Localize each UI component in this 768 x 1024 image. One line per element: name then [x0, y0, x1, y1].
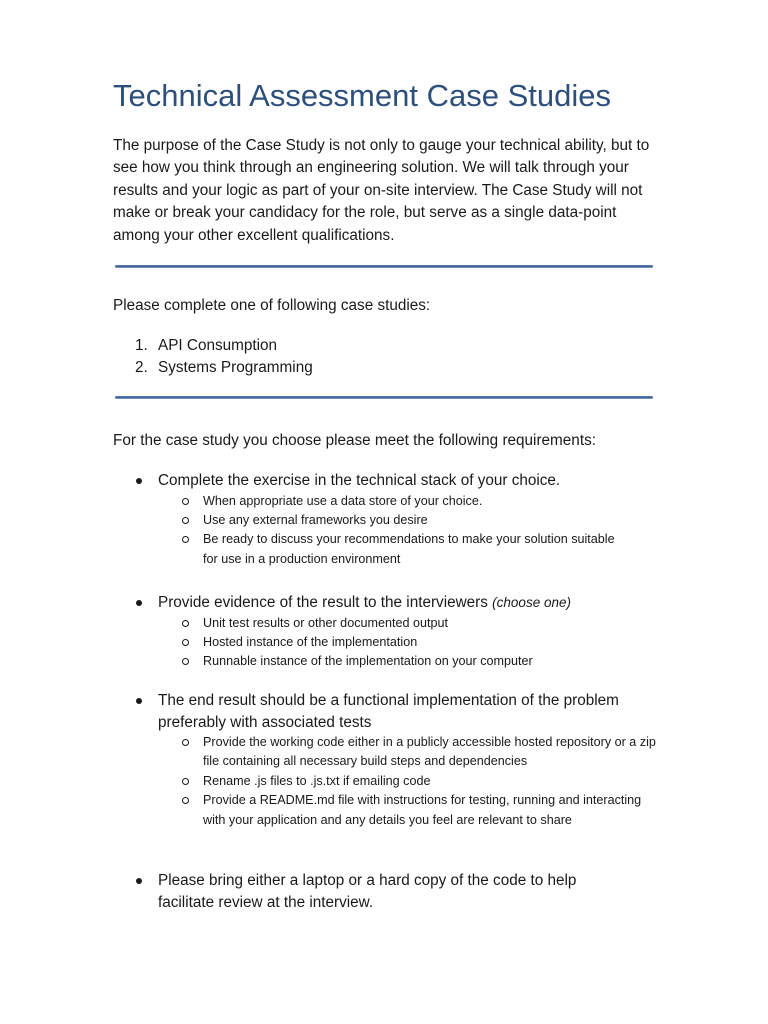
requirement-block [113, 870, 673, 913]
circle-bullet-icon [113, 492, 203, 511]
circle-bullet-icon [113, 633, 203, 652]
circle-bullet-icon [113, 733, 203, 772]
sub-list [113, 733, 673, 830]
list-number: 1. [135, 337, 148, 354]
requirement-item [113, 592, 673, 614]
sub-list [113, 614, 673, 672]
sub-item-text: Be ready to discuss your recommendations to make your solution suitable for use in a production environment [203, 532, 615, 566]
list-number: 2. [135, 359, 148, 376]
list-item-label: API Consumption [158, 337, 278, 354]
sub-item [113, 633, 673, 652]
divider-rule [115, 396, 653, 399]
requirement-item [113, 690, 673, 733]
requirement-block [113, 690, 673, 830]
sub-item [113, 772, 673, 791]
requirement-text: Provide evidence of the result to the interviewers [158, 594, 488, 611]
circle-bullet-icon [113, 652, 203, 671]
sub-item-text: Rename .js files to .js.txt if emailing code [203, 773, 431, 788]
requirement-note: (choose one) [492, 595, 571, 610]
sub-item [113, 733, 673, 772]
sub-item-text: When appropriate use a data store of your choice. [203, 493, 483, 508]
bullet-icon [113, 690, 158, 733]
circle-bullet-icon [113, 511, 203, 530]
sub-item [113, 791, 673, 830]
list-item [113, 335, 313, 357]
circle-bullet-icon [113, 772, 203, 791]
requirement-text-wrap [158, 592, 571, 614]
bullet-icon [113, 592, 158, 614]
case-study-list [113, 335, 313, 379]
divider-rule [115, 265, 653, 268]
sub-item [113, 652, 673, 671]
list-item-label: Systems Programming [158, 359, 313, 376]
circle-bullet-icon [113, 791, 203, 830]
bullet-icon [113, 470, 158, 492]
requirement-item [113, 870, 673, 913]
case-study-prompt: Please complete one of following case studies: [113, 297, 431, 314]
requirement-text: Please bring either a laptop or a hard copy of the code to help facilitate review at the interview. [158, 872, 577, 911]
list-item [113, 357, 313, 379]
requirement-text: Complete the exercise in the technical stack of your choice. [158, 472, 561, 489]
sub-list [113, 492, 673, 570]
sub-item [113, 530, 673, 569]
page-title: Technical Assessment Case Studies [113, 78, 611, 113]
sub-item [113, 614, 673, 633]
requirements-heading: For the case study you choose please meet the following requirements: [113, 432, 596, 449]
sub-item-text: Provide the working code either in a publicly accessible hosted repository or a zip file containing all necessary build steps and dependencies [203, 735, 656, 769]
sub-item-text: Unit test results or other documented output [203, 615, 449, 630]
requirement-item [113, 470, 673, 492]
requirement-block [113, 470, 673, 569]
circle-bullet-icon [113, 614, 203, 633]
sub-item [113, 492, 673, 511]
sub-item [113, 511, 673, 530]
intro-paragraph: The purpose of the Case Study is not only to gauge your technical ability, but to see how you think through an engineering solution. We will talk through your results and your logic as part of your on-site interview. The Case Study will not make or break your candidacy for the role, but serve as a single data-point among your other excellent qualifications. [113, 137, 650, 244]
sub-item-text: Hosted instance of the implementation [203, 634, 418, 649]
requirement-block [113, 592, 673, 672]
circle-bullet-icon [113, 530, 203, 569]
sub-item-text: Provide a README.md file with instructions for testing, running and interacting with your application and any details you feel are relevant to share [203, 793, 642, 827]
sub-item-text: Use any external frameworks you desire [203, 512, 428, 527]
sub-item-text: Runnable instance of the implementation on your computer [203, 654, 533, 669]
requirement-text: The end result should be a functional implementation of the problem preferably with associated tests [158, 692, 619, 731]
bullet-icon [113, 870, 158, 913]
